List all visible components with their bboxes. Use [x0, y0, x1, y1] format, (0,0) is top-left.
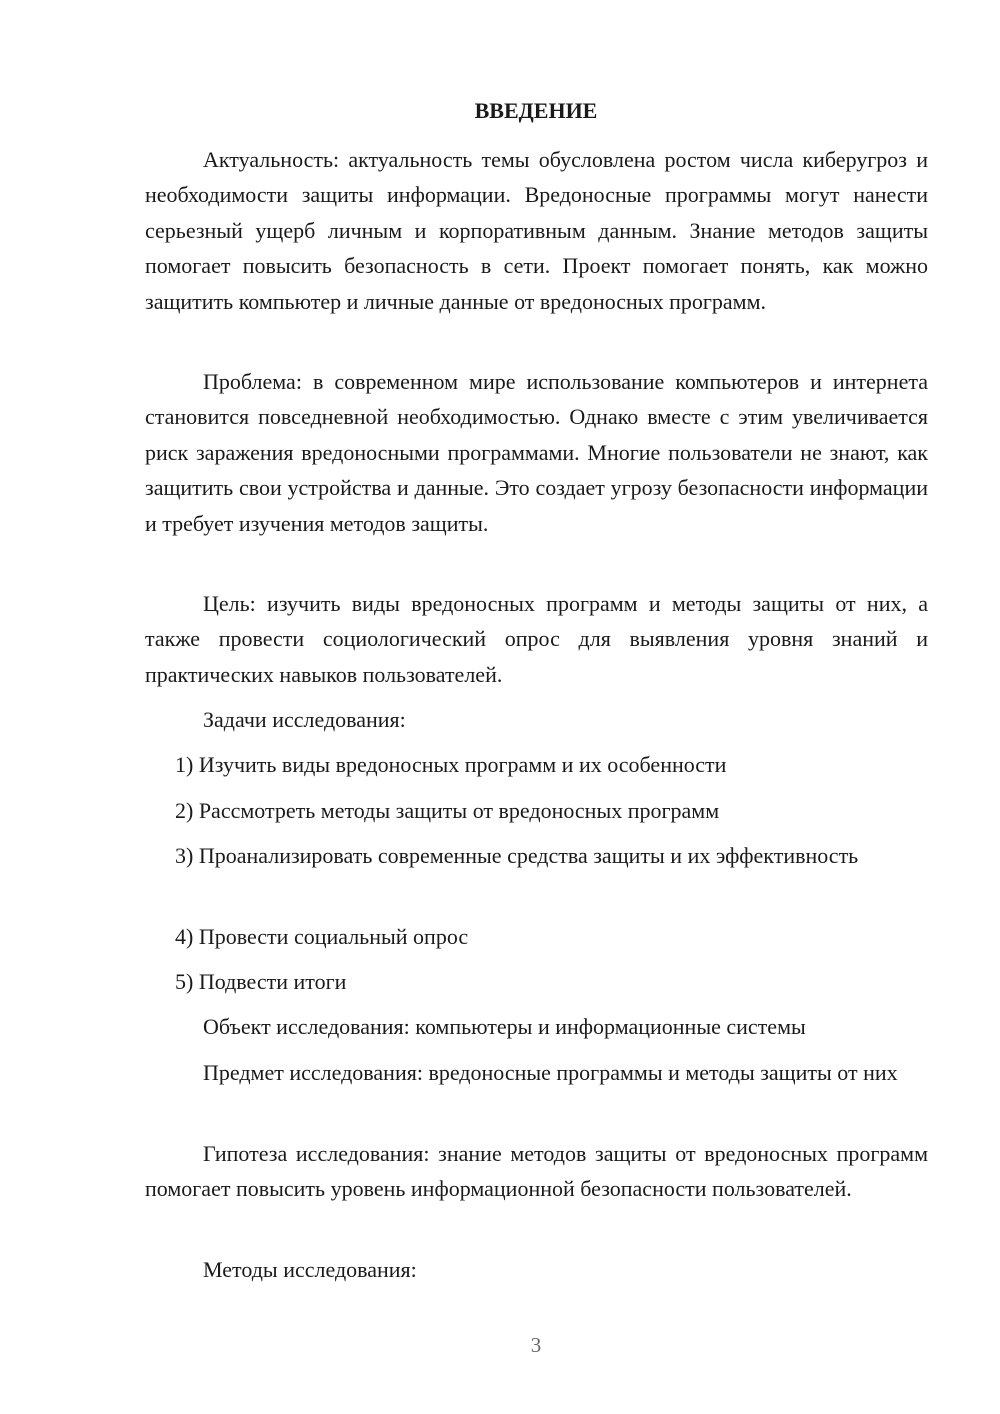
- task-item-1: 1) Изучить виды вредоносных программ и их особенности: [175, 752, 727, 777]
- task-item-2: 2) Рассмотреть методы защиты от вредоносных программ: [175, 798, 720, 823]
- problem-paragraph: Проблема: в современном мире использование компьютеров и интернета становится повседневной необходимостью. Однако вместе с этим увеличивается риск заражения вредоносными программами. Многие пользователи не знают, как защитить свои устройства и данные. Это создает угрозу безопасности информации и требует изучения методов защиты.: [145, 369, 928, 536]
- goal-paragraph: Цель: изучить виды вредоносных программ и методы защиты от них, а также провести социологический опрос для выявления уровня знаний и практических навыков пользователей.: [145, 591, 928, 687]
- methods-heading: Методы исследования:: [203, 1257, 417, 1282]
- relevance-paragraph: Актуальность: актуальность темы обусловлена ростом числа киберугроз и необходимости защиты информации. Вредоносные программы могут нанести серьезный ущерб личным и корпоративным данным. Знание методов защиты помогает повысить безопасность в сети. Проект помогает понять, как можно защитить компьютер и личные данные от вредоносных программ.: [145, 147, 928, 314]
- page-number: 3: [530, 1333, 542, 1357]
- task-item-3: 3) Проанализировать современные средства защиты и их эффективность: [175, 843, 859, 868]
- subject-paragraph: Предмет исследования: вредоносные программы и методы защиты от них: [203, 1060, 898, 1085]
- page-title: ВВЕДЕНИЕ: [474, 98, 598, 123]
- object-paragraph: Объект исследования: компьютеры и информационные системы: [203, 1014, 806, 1039]
- hypothesis-paragraph: Гипотеза исследования: знание методов защиты от вредоносных программ помогает повысить уровень информационной безопасности пользователей.: [145, 1141, 928, 1202]
- task-item-5: 5) Подвести итоги: [175, 969, 347, 994]
- tasks-heading: Задачи исследования:: [203, 707, 406, 732]
- task-item-4: 4) Провести социальный опрос: [175, 924, 469, 949]
